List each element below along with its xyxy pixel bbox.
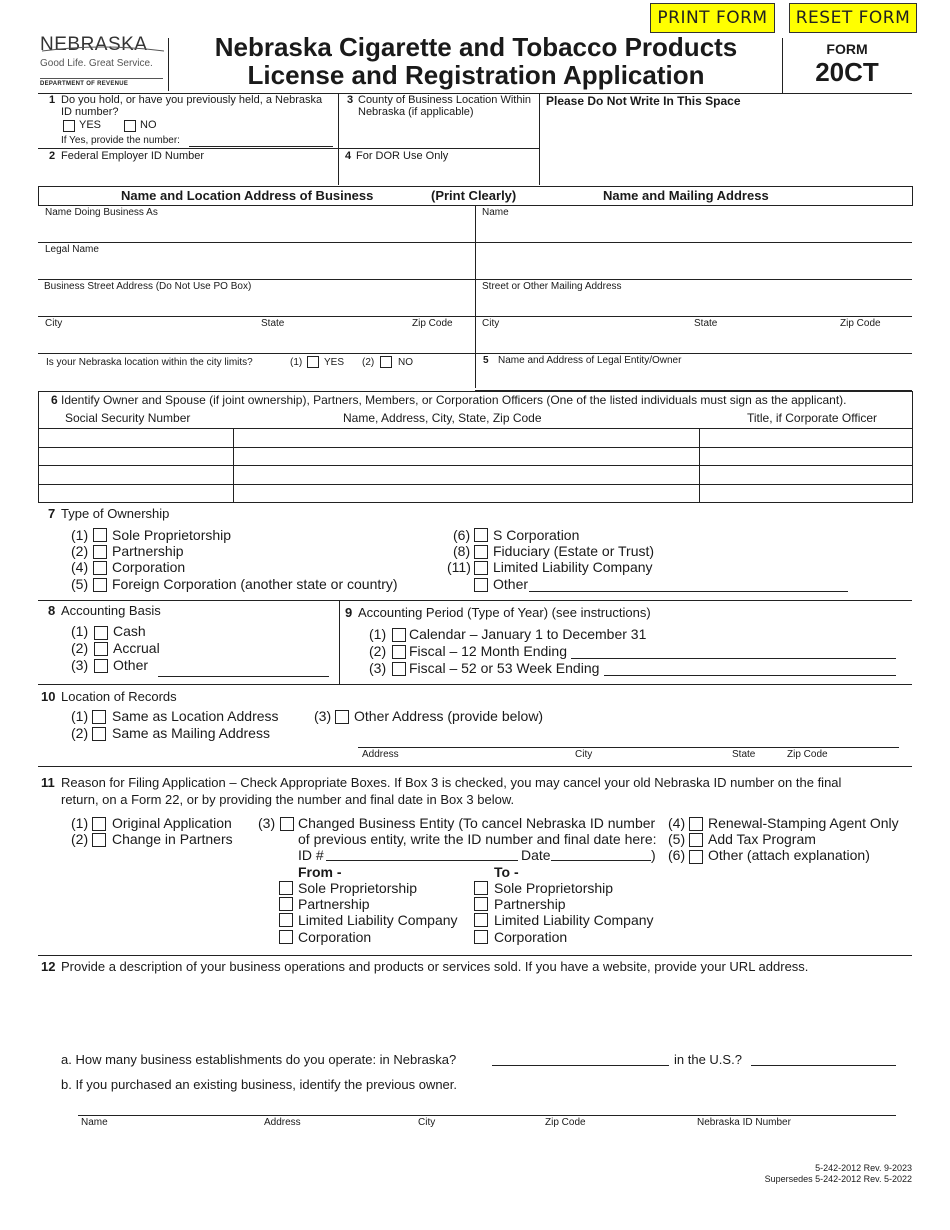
q7-opt6-label: S Corporation [493,527,580,543]
q10-title: Location of Records [61,689,177,704]
prev-owner-name-label: Name [81,1117,108,1128]
to-corporation-checkbox[interactable] [474,930,488,944]
q11-to-label: To - [494,864,519,880]
q11-opt6-label: Other (attach explanation) [708,847,870,863]
q7-other-label: Other [493,576,529,592]
from-entity-label: Limited Liability Company [298,912,458,928]
legal-entity-input[interactable] [477,368,910,388]
add-tax-program-checkbox[interactable] [689,833,703,847]
q10-number: 10 [41,689,56,704]
from-sole-proprietorship-checkbox[interactable] [279,881,293,895]
q11-opt1-num: (1) [71,815,89,831]
other-basis-checkbox[interactable] [94,659,108,673]
q5-number: 5 [483,355,489,366]
business-city-state-zip-input[interactable] [40,331,473,351]
q11-opt3-num: (3) [258,815,276,831]
q6-text: Identify Owner and Spouse (if joint ownership), Partners, Members, or Corporation Officers (One of the listed individuals must sign as the applicant). [61,393,847,407]
q7-opt1-label: Sole Proprietorship [112,527,232,543]
establishments-us-input[interactable] [751,1065,896,1066]
prev-owner-id-label: Nebraska ID Number [697,1117,791,1128]
q9-opt2-num: (2) [369,643,387,659]
q1-yes-checkbox[interactable] [63,120,75,132]
q10-opt3-num: (3) [314,708,332,724]
q9-opt1-label: Calendar – January 1 to December 31 [409,626,647,642]
mailing-name-line2-input[interactable] [477,246,910,277]
previous-owner-input[interactable] [78,1115,896,1116]
business-street-input[interactable] [40,294,473,314]
mailing-city-label: City [482,318,500,329]
owner-title-input[interactable] [701,486,911,502]
q8-opt2-label: Accrual [113,640,160,656]
q8-opt3-label: Other [113,657,149,673]
q11-opt3-line1: Changed Business Entity (To cancel Nebraska ID number [298,815,656,831]
q7-opt5-num: (5) [71,576,89,592]
from-entity-label: Sole Proprietorship [298,880,418,896]
records-other-checkbox[interactable] [335,710,349,724]
q11-from-label: From - [298,864,342,880]
from-corporation-checkbox[interactable] [279,930,293,944]
q7-title: Type of Ownership [61,506,170,521]
q7-opt8-label: Fiduciary (Estate or Trust) [493,543,655,559]
to-entity-label: Sole Proprietorship [494,880,614,896]
other-basis-input[interactable] [158,676,329,677]
prev-owner-address-label: Address [264,1117,301,1128]
q11-opt2-num: (2) [71,831,89,847]
owner-name-input[interactable] [235,430,697,446]
records-location-checkbox[interactable] [92,710,106,724]
q11-opt5-num: (5) [668,831,686,847]
q11-line2: return, on a Form 22, or by providing the number and final date in Box 3 below. [61,792,515,807]
business-city-label: City [45,318,63,329]
q10-opt3-label: Other Address (provide below) [354,708,544,724]
q1-ifyes-label: If Yes, provide the number: [61,135,180,146]
q12a-us-label: in the U.S.? [674,1052,742,1067]
q7-opt4-label: Corporation [112,559,186,575]
logo-dept: DEPARTMENT OF REVENUE [40,81,129,87]
q7-opt11-num: (11) [447,559,471,575]
legal-name-label: Legal Name [45,244,99,255]
q10-address-label: Address [362,749,399,760]
owner-ssn-input[interactable] [40,467,231,483]
q7-number: 7 [48,506,56,521]
q8-title: Accounting Basis [61,603,161,618]
records-address-input[interactable] [358,747,899,748]
prev-owner-zip-label: Zip Code [545,1117,586,1128]
q11-line1: Reason for Filing Application – Check Appropriate Boxes. If Box 3 is checked, you may cancel your old Nebraska ID number on the final [61,775,842,790]
business-description-input[interactable] [40,978,910,1042]
owner-ssn-input[interactable] [40,486,231,502]
q6-col-ssn: Social Security Number [65,411,191,425]
address-header-right: Name and Mailing Address [603,188,769,203]
q11-number: 11 [41,775,55,790]
q1-yes-label: YES [79,119,102,131]
from-entity-label: Partnership [298,896,370,912]
reset-form-button[interactable]: RESET FORM [789,3,917,33]
q11-opt1-label: Original Application [112,815,232,831]
fiscal-12-checkbox[interactable] [392,645,406,659]
revision-label: 5-242-2012 Rev. 9-2023 [815,1163,912,1173]
q2-number: 2 [49,150,56,162]
q11-opt4-num: (4) [668,815,686,831]
mailing-name-label: Name [482,207,509,218]
q10-zip-label: Zip Code [787,749,828,760]
to-llc-checkbox[interactable] [474,913,488,927]
owner-ssn-input[interactable] [40,449,231,464]
from-partnership-checkbox[interactable] [279,897,293,911]
q3-number: 3 [347,94,354,106]
q8-opt3-num: (3) [71,657,89,673]
q10-opt1-label: Same as Location Address [112,708,279,724]
city-limits-yes-label: YES [324,357,345,368]
sole-proprietorship-checkbox[interactable] [93,528,107,542]
q1-line1: Do you hold, or have you previously held, a Nebraska [61,94,323,106]
to-entity-label: Corporation [494,929,568,945]
q9-opt2-label: Fiscal – 12 Month Ending [409,643,567,659]
renewal-stamping-checkbox[interactable] [689,817,703,831]
mailing-street-label: Street or Other Mailing Address [482,281,622,292]
q11-opt6-num: (6) [668,847,686,863]
city-limits-no-checkbox[interactable] [380,356,392,368]
fiscal-52-53-input[interactable] [604,675,896,676]
from-llc-checkbox[interactable] [279,913,293,927]
q8-number: 8 [48,603,56,618]
q1-no-label: NO [140,119,157,131]
form-title-line2: License and Registration Application [247,60,705,90]
legal-name-input[interactable] [40,257,473,277]
q1-line2: ID number? [61,106,119,118]
form-title-line1: Nebraska Cigarette and Tobacco Products [214,32,738,62]
q7-opt2-num: (2) [71,543,89,559]
q7-opt2-label: Partnership [112,543,184,559]
q1-id-number-input[interactable] [189,146,333,147]
business-street-label: Business Street Address (Do Not Use PO Box) [44,281,252,292]
owner-ssn-input[interactable] [40,430,231,446]
to-entity-label: Limited Liability Company [494,912,654,928]
q7-opt5-label: Foreign Corporation (another state or country) [112,576,398,592]
change-in-partners-checkbox[interactable] [92,833,106,847]
foreign-corporation-checkbox[interactable] [93,578,107,592]
q6-number: 6 [51,393,58,407]
q10-state-label: State [732,749,756,760]
q1-no-checkbox[interactable] [124,120,136,132]
partnership-checkbox[interactable] [93,545,107,559]
county-input[interactable] [342,120,535,146]
logo-name: NEBRASKA [40,34,148,55]
q7-opt1-num: (1) [71,527,89,543]
q8-opt2-num: (2) [71,640,89,656]
q11-opt2-label: Change in Partners [112,831,233,847]
q11-opt4-label: Renewal-Stamping Agent Only [708,815,899,831]
business-zip-label: Zip Code [412,318,453,329]
q12-number: 12 [41,959,56,974]
fiscal-52-53-checkbox[interactable] [392,662,406,676]
owner-name-input[interactable] [235,486,697,502]
previous-id-input[interactable] [326,860,518,861]
q3-line2: Nebraska (if applicable) [358,106,474,118]
address-header-center: (Print Clearly) [431,188,517,203]
q2-label: Federal Employer ID Number [61,150,205,162]
form-number: 20CT [815,57,879,87]
city-limits-opt2: (2) [362,357,375,368]
cash-checkbox[interactable] [94,626,108,640]
q11-opt5-label: Add Tax Program [708,831,816,847]
city-limits-yes-checkbox[interactable] [307,356,319,368]
original-application-checkbox[interactable] [92,817,106,831]
other-ownership-checkbox[interactable] [474,578,488,592]
supersedes-label: Supersedes 5-242-2012 Rev. 5-2022 [764,1174,912,1184]
calendar-year-checkbox[interactable] [392,628,406,642]
logo-swoosh-icon [42,45,164,55]
mailing-name-input[interactable] [477,220,910,240]
other-ownership-input[interactable] [529,591,848,592]
owner-name-input[interactable] [235,467,697,483]
q9-opt3-label: Fiscal – 52 or 53 Week Ending [409,660,600,676]
mailing-city-state-zip-input[interactable] [477,331,910,351]
q10-opt2-num: (2) [71,725,89,741]
dor-space-label: Please Do Not Write In This Space [546,94,741,108]
q6-col-title: Title, if Corporate Officer [747,411,878,425]
mailing-street-input[interactable] [477,294,910,314]
accrual-checkbox[interactable] [94,642,108,656]
form-title [170,33,782,89]
q9-title: Accounting Period (Type of Year) (see instructions) [358,605,651,620]
dba-input[interactable] [40,220,473,240]
to-partnership-checkbox[interactable] [474,897,488,911]
address-header-left: Name and Location Address of Business [121,188,374,203]
q10-city-label: City [575,749,593,760]
owner-title-input[interactable] [701,467,911,483]
corporation-checkbox[interactable] [93,561,107,575]
from-entity-label: Corporation [298,929,372,945]
mailing-zip-label: Zip Code [840,318,881,329]
q11-paren: ) [651,847,656,863]
q7-opt11-label: Limited Liability Company [493,559,653,575]
form-label: FORM [826,41,868,57]
fiscal-12-input[interactable] [571,658,896,659]
city-limits-label: Is your Nebraska location within the city limits? [46,357,253,368]
final-date-input[interactable] [551,860,651,861]
records-mailing-checkbox[interactable] [92,727,106,741]
q1-number: 1 [49,94,56,106]
q7-opt8-num: (8) [453,543,471,559]
q5-label: Name and Address of Legal Entity/Owner [498,355,682,366]
fein-input[interactable] [40,163,336,183]
to-entity-label: Partnership [494,896,566,912]
prev-owner-city-label: City [418,1117,436,1128]
nebraska-logo [40,34,165,87]
changed-entity-checkbox[interactable] [280,817,294,831]
city-limits-opt1: (1) [290,357,303,368]
q10-opt1-num: (1) [71,708,89,724]
business-state-label: State [261,318,285,329]
q12a-label: a. How many business establishments do you operate: in Nebraska? [61,1052,457,1067]
q7-opt4-num: (4) [71,559,89,575]
q4-label: For DOR Use Only [356,150,449,162]
q8-opt1-label: Cash [113,623,146,639]
fiduciary-checkbox[interactable] [474,545,488,559]
q7-opt6-num: (6) [453,527,471,543]
logo-tagline: Good Life. Great Service. [40,58,153,69]
q9-number: 9 [345,605,353,620]
to-sole-proprietorship-checkbox[interactable] [474,881,488,895]
q11-opt3-line2: of previous entity, write the ID number and final date here: [298,831,657,847]
mailing-state-label: State [694,318,718,329]
q10-opt2-label: Same as Mailing Address [112,725,270,741]
other-reason-checkbox[interactable] [689,850,703,864]
owner-title-input[interactable] [701,430,911,446]
q12-text: Provide a description of your business operations and products or services sold. If you have a website, provide your URL address. [61,959,809,974]
s-corporation-checkbox[interactable] [474,528,488,542]
print-form-button[interactable]: PRINT FORM [650,3,775,33]
q11-date-label: Date [521,847,551,863]
q9-opt3-num: (3) [369,660,387,676]
owner-title-input[interactable] [701,449,911,464]
q3-line1: County of Business Location Within [358,94,532,106]
city-limits-no-label: NO [398,357,413,368]
llc-checkbox[interactable] [474,561,488,575]
q8-opt1-num: (1) [71,623,89,639]
q4-number: 4 [345,150,352,162]
dba-label: Name Doing Business As [45,207,158,218]
q11-id-label: ID # [298,847,324,863]
q6-col-name: Name, Address, City, State, Zip Code [343,411,542,425]
owner-name-input[interactable] [235,449,697,464]
establishments-nebraska-input[interactable] [492,1065,669,1066]
q12b-label: b. If you purchased an existing business, identify the previous owner. [61,1077,458,1092]
q9-opt1-num: (1) [369,626,387,642]
